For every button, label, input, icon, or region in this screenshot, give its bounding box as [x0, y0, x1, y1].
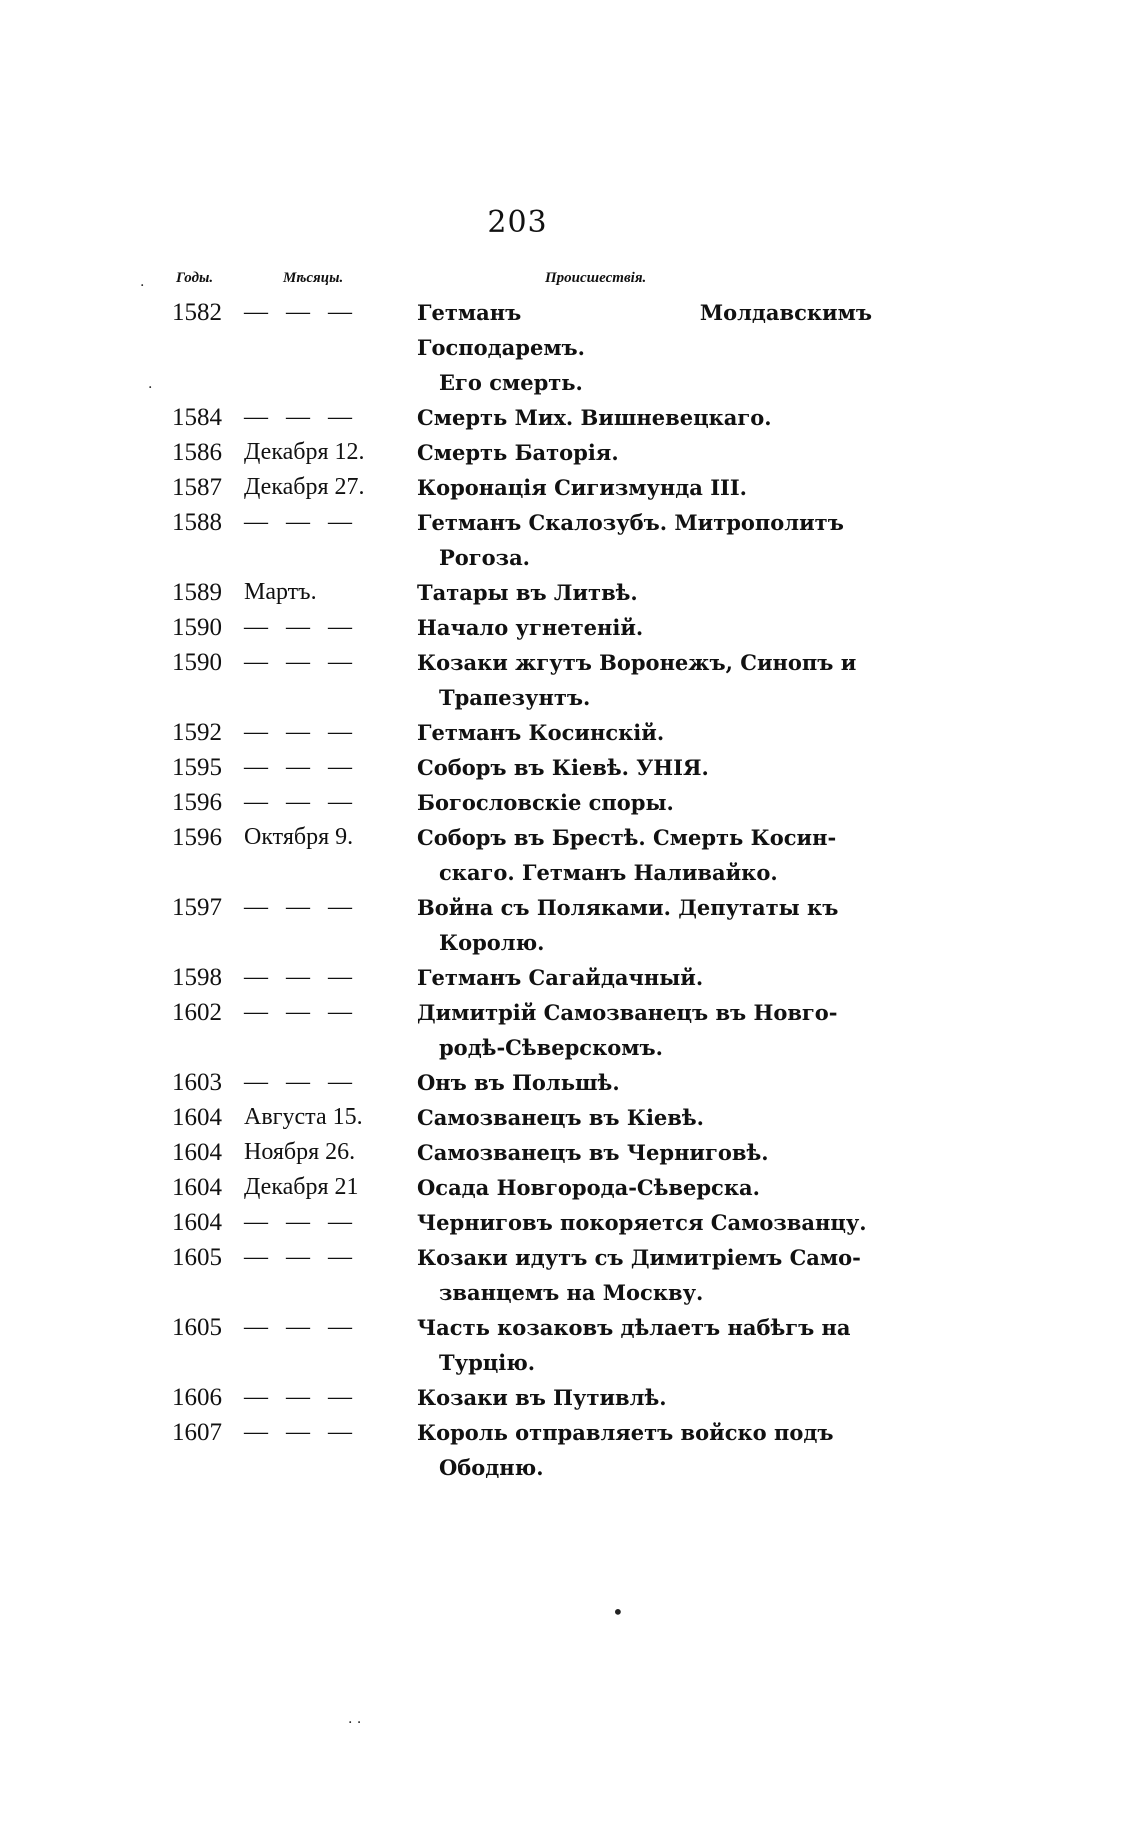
print-speck: · [140, 278, 145, 294]
row-date: Августа 15. [244, 1104, 363, 1130]
chronology-row [0, 995, 1140, 1065]
chronology-table [0, 295, 1140, 1485]
row-date: Декабря 12. [244, 439, 365, 465]
row-year: 1582 [172, 299, 222, 326]
chronology-row [0, 785, 1140, 820]
chronology-row [0, 400, 1140, 435]
event-line-continued: званцемъ на Москву. [439, 1280, 704, 1305]
chronology-row [0, 435, 1140, 470]
row-date: — — — [244, 614, 358, 640]
chronology-row [0, 470, 1140, 505]
row-event [417, 400, 872, 435]
row-year: 1604 [172, 1104, 222, 1131]
row-year: 1607 [172, 1419, 222, 1446]
row-date: — — — [244, 719, 358, 745]
row-event [417, 1380, 872, 1415]
event-line: Война съ Поляками. Депутаты къ [417, 895, 839, 920]
row-event [417, 995, 872, 1065]
event-line-continued: Трапезунтъ. [439, 685, 591, 710]
event-line: Часть козаковъ дѣлаетъ набѣгъ на [417, 1315, 851, 1340]
event-line-continued: Рогоза. [439, 545, 530, 570]
event-line: Козаки въ Путивлѣ. [417, 1385, 667, 1410]
row-event [417, 785, 872, 820]
event-line: Соборъ въ Брестѣ. Смерть Косин- [417, 825, 837, 850]
chronology-row [0, 1065, 1140, 1100]
event-line-continued: Турцію. [439, 1350, 536, 1375]
chronology-row [0, 610, 1140, 645]
row-event [417, 470, 872, 505]
row-date: — — — [244, 1209, 358, 1235]
row-date: — — — [244, 299, 358, 325]
row-year: 1596 [172, 789, 222, 816]
event-line: Смерть Мих. Вишневецкаго. [417, 405, 772, 430]
event-line: Осада Новгорода-Сѣверска. [417, 1175, 760, 1200]
chronology-row [0, 960, 1140, 995]
event-line: Онъ въ Польшѣ. [417, 1070, 620, 1095]
row-year: 1592 [172, 719, 222, 746]
event-line: Гетманъ Скалозубъ. Митрополитъ [417, 510, 844, 535]
row-date: — — — [244, 1314, 358, 1340]
row-date: — — — [244, 964, 358, 990]
event-line-continued: Ободню. [439, 1455, 544, 1480]
row-event [417, 1170, 872, 1205]
row-year: 1587 [172, 474, 222, 501]
row-date: — — — [244, 999, 358, 1025]
event-line: Начало угнетеній. [417, 615, 644, 640]
chronology-row [0, 750, 1140, 785]
row-date: Ноября 26. [244, 1139, 356, 1165]
chronology-row [0, 820, 1140, 890]
row-event [417, 890, 872, 960]
event-line: Соборъ въ Кіевѣ. УНІЯ. [417, 755, 709, 780]
row-year: 1584 [172, 404, 222, 431]
row-year: 1590 [172, 614, 222, 641]
row-event [417, 610, 872, 645]
chronology-row [0, 1415, 1140, 1485]
row-date: — — — [244, 1069, 358, 1095]
row-event [417, 715, 872, 750]
row-year: 1603 [172, 1069, 222, 1096]
row-event [417, 575, 872, 610]
chronology-row [0, 645, 1140, 715]
row-date: — — — [244, 894, 358, 920]
chronology-row [0, 575, 1140, 610]
row-year: 1604 [172, 1209, 222, 1236]
event-line-continued: Королю. [439, 930, 545, 955]
chronology-row [0, 295, 1140, 400]
event-line-continued: родѣ-Сѣверскомъ. [439, 1035, 663, 1060]
chronology-row [0, 1240, 1140, 1310]
row-event [417, 750, 872, 785]
row-date: — — — [244, 789, 358, 815]
event-line: Богословскіе споры. [417, 790, 674, 815]
event-line: Гетманъ Молдавскимъ Господаремъ. [417, 300, 872, 360]
row-year: 1606 [172, 1384, 222, 1411]
chronology-row [0, 1380, 1140, 1415]
row-year: 1590 [172, 649, 222, 676]
row-date: Мартъ. [244, 579, 317, 605]
row-event [417, 645, 872, 715]
row-date: — — — [244, 754, 358, 780]
row-event [417, 1205, 872, 1240]
row-event [417, 960, 872, 995]
event-line: Коронація Сигизмунда III. [417, 475, 747, 500]
row-date: — — — [244, 1384, 358, 1410]
row-year: 1596 [172, 824, 222, 851]
row-year: 1598 [172, 964, 222, 991]
row-date: Декабря 21 [244, 1174, 359, 1200]
row-event [417, 1415, 872, 1485]
header-months: Мѣсяцы. [283, 270, 344, 286]
row-event [417, 1240, 872, 1310]
row-year: 1602 [172, 999, 222, 1026]
row-date: Октября 9. [244, 824, 354, 850]
event-line: Смерть Баторія. [417, 440, 619, 465]
print-speck: • [612, 1600, 624, 1624]
row-date: — — — [244, 509, 358, 535]
row-year: 1597 [172, 894, 222, 921]
row-year: 1605 [172, 1244, 222, 1271]
event-line: Димитрій Самозванецъ въ Новгo- [417, 1000, 838, 1025]
row-date: — — — [244, 649, 358, 675]
header-years: Годы. [176, 270, 214, 286]
chronology-row [0, 1170, 1140, 1205]
row-date: — — — [244, 1419, 358, 1445]
row-year: 1589 [172, 579, 222, 606]
event-line: Черниговъ покоряется Самозванцу. [417, 1210, 867, 1235]
chronology-row [0, 1310, 1140, 1380]
row-year: 1586 [172, 439, 222, 466]
row-event [417, 295, 872, 400]
chronology-row [0, 1135, 1140, 1170]
row-year: 1595 [172, 754, 222, 781]
event-line-continued: Его смерть. [439, 370, 583, 395]
event-line: Король отправляетъ войско подъ [417, 1420, 834, 1445]
row-event [417, 1310, 872, 1380]
row-date: — — — [244, 404, 358, 430]
row-date: Декабря 27. [244, 474, 365, 500]
row-event [417, 505, 872, 575]
print-speck: · [148, 380, 153, 396]
row-event [417, 1065, 872, 1100]
page-number: 203 [487, 205, 548, 240]
chronology-row [0, 715, 1140, 750]
row-date: — — — [244, 1244, 358, 1270]
row-event [417, 820, 872, 890]
row-year: 1588 [172, 509, 222, 536]
event-line: Самозванецъ въ Кіевѣ. [417, 1105, 704, 1130]
row-event [417, 1135, 872, 1170]
print-speck: · · [348, 1715, 362, 1731]
chronology-row [0, 1100, 1140, 1135]
row-year: 1604 [172, 1174, 222, 1201]
column-headers [0, 270, 1140, 294]
chronology-row [0, 1205, 1140, 1240]
event-line: Гетманъ Сагайдачный. [417, 965, 704, 990]
event-line: Гетманъ Косинскій. [417, 720, 665, 745]
chronology-row [0, 890, 1140, 960]
header-events: Происшествія. [545, 270, 647, 286]
event-line: Козаки жгутъ Воронежъ, Синопъ и [417, 650, 857, 675]
event-line: Татары въ Литвѣ. [417, 580, 638, 605]
row-event [417, 1100, 872, 1135]
event-line: Козаки идутъ съ Димитріемъ Само- [417, 1245, 861, 1270]
event-line: Самозванецъ въ Черниговѣ. [417, 1140, 769, 1165]
row-year: 1604 [172, 1139, 222, 1166]
chronology-row [0, 505, 1140, 575]
row-event [417, 435, 872, 470]
row-year: 1605 [172, 1314, 222, 1341]
event-line-continued: скаго. Гетманъ Наливайко. [439, 860, 778, 885]
